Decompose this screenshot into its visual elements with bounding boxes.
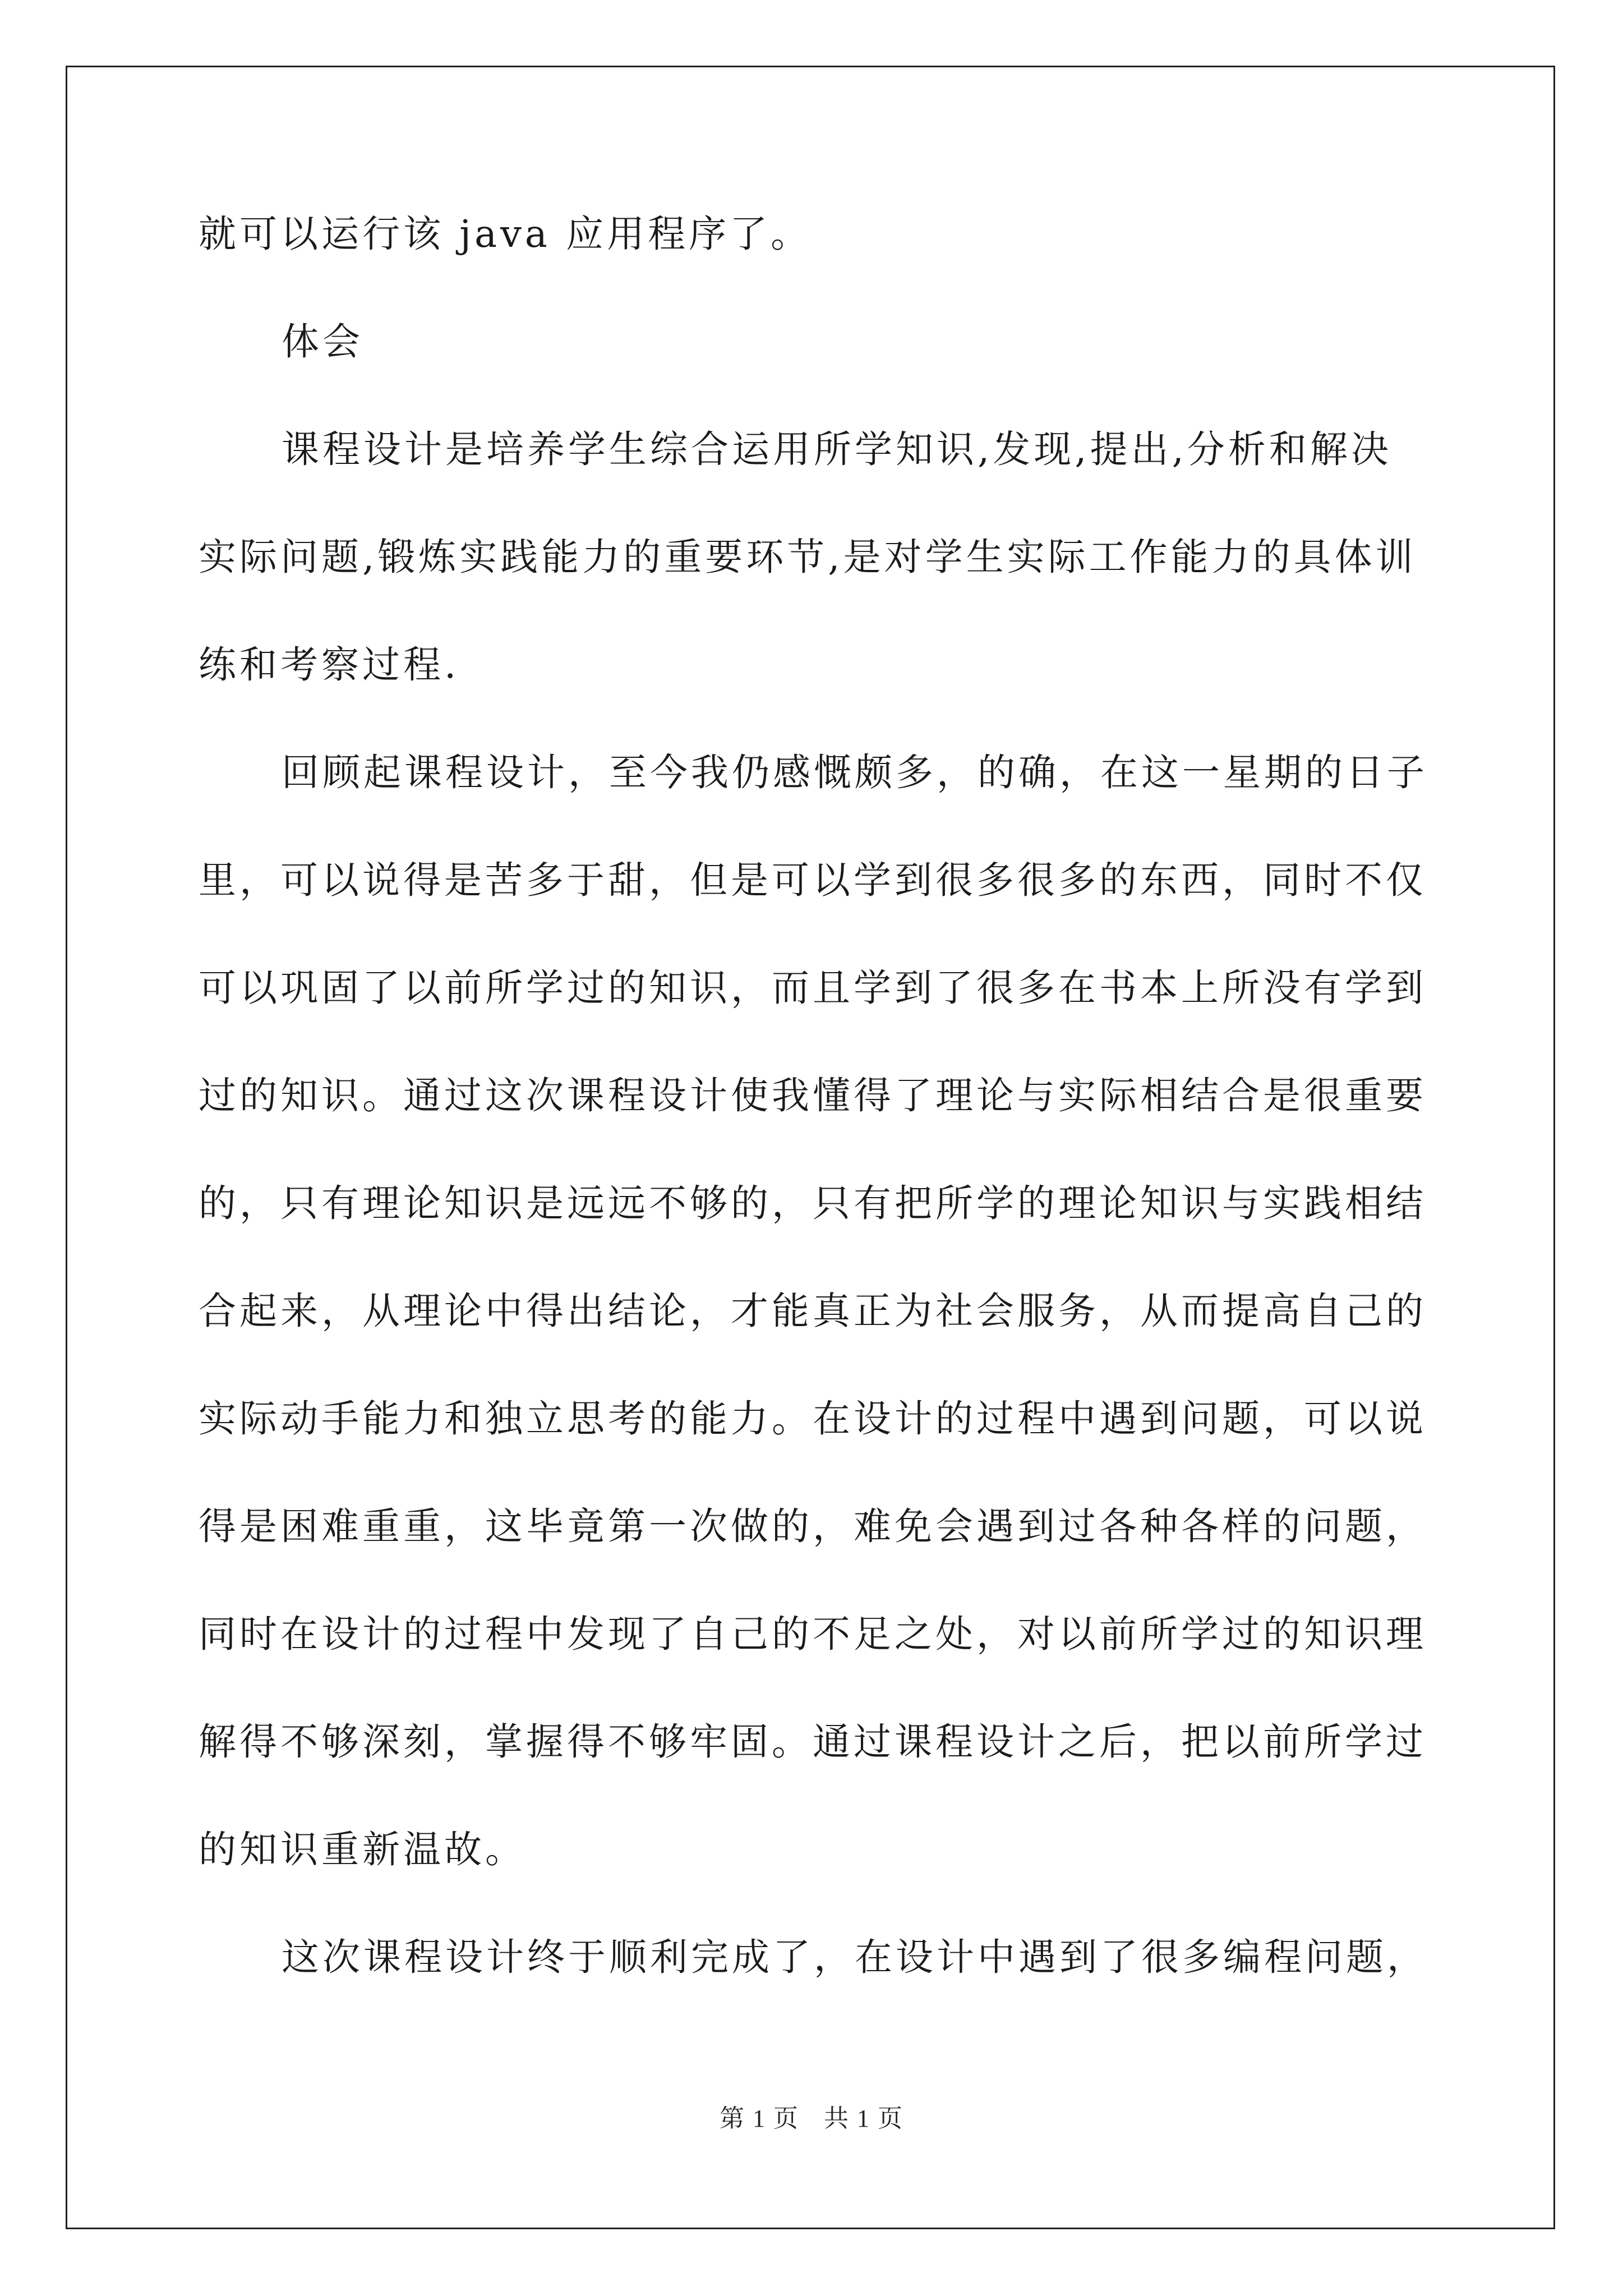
body-line-5: 练和考察过程.	[199, 643, 460, 687]
page-footer	[0, 2098, 1623, 2134]
body-line-10: 的，只有理论知识是远远不够的，只有把所学的理论知识与实践相结	[199, 1181, 1427, 1225]
body-line-15: 解得不够深刻，掌握得不够牢固。通过课程设计之后，把以前所学过	[199, 1720, 1427, 1764]
body-line-4: 实际问题,锻炼实践能力的重要环节,是对学生实际工作能力的具体训	[199, 535, 1417, 579]
body-line-12: 实际动手能力和独立思考的能力。在设计的过程中遇到问题，可以说	[199, 1397, 1427, 1441]
page-total: 共 1 页	[824, 2105, 903, 2132]
body-line-1: 就可以运行该 java 应用程序了。	[199, 212, 812, 256]
body-line-8: 可以巩固了以前所学过的知识，而且学到了很多在书本上所没有学到	[199, 966, 1427, 1010]
body-line-14: 同时在设计的过程中发现了自己的不足之处，对以前所学过的知识理	[199, 1612, 1427, 1656]
body-line-16: 的知识重新温故。	[199, 1828, 526, 1871]
body-line-6: 回顾起课程设计，至今我仍感慨颇多，的确，在这一星期的日子	[282, 751, 1428, 794]
page-number: 第 1 页	[720, 2105, 799, 2132]
body-line-13: 得是困难重重，这毕竟第一次做的，难免会遇到过各种各样的问题，	[199, 1504, 1427, 1548]
body-line-3: 课程设计是培养学生综合运用所学知识,发现,提出,分析和解决	[282, 427, 1392, 471]
body-line-9: 过的知识。通过这次课程设计使我懂得了理论与实际相结合是很重要	[199, 1074, 1427, 1117]
document-body	[199, 213, 1432, 2044]
section-heading: 体会	[282, 320, 363, 364]
body-line-11: 合起来，从理论中得出结论，才能真正为社会服务，从而提高自己的	[199, 1289, 1427, 1333]
body-line-17: 这次课程设计终于顺利完成了，在设计中遇到了很多编程问题，	[282, 1935, 1428, 1979]
body-line-7: 里，可以说得是苦多于甜，但是可以学到很多很多的东西，同时不仅	[199, 858, 1427, 902]
